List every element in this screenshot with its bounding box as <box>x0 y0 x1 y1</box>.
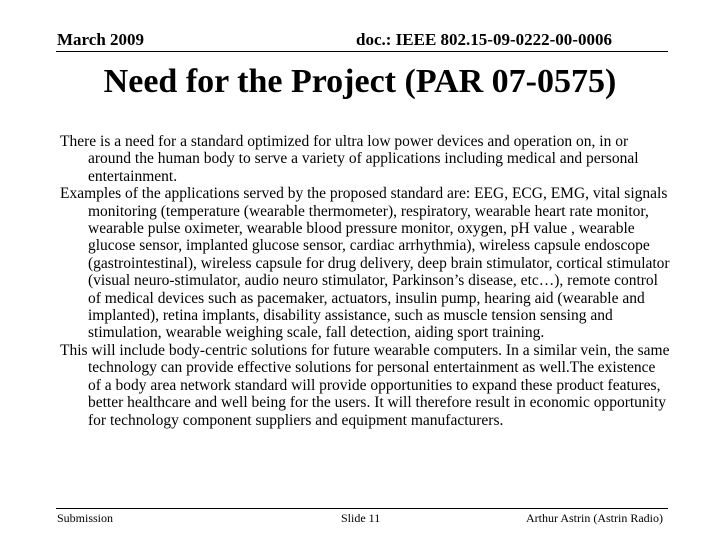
footer-author: Arthur Astrin (Astrin Radio) <box>526 511 663 525</box>
body-paragraph-solutions: This will include body-centric solutions for future wearable computers. In a similar vein, the same technology can provide effective solutions for personal entertainment as well.The existence of a body area network standard will provide opportunities to expand these product features, better healthcare and well being for the users. It will therefore result in economic opportunity for technology component suppliers and equipment manufacturers. <box>60 341 670 429</box>
footer-divider <box>56 508 668 509</box>
body-paragraph-need: There is a need for a standard optimized for ultra low power devices and operation on, in or around the human body to serve a variety of applications including medical and personal entertainment. <box>60 133 639 185</box>
header-divider <box>56 51 668 52</box>
header-doc-id: doc.: IEEE 802.15-09-0222-00-0006 <box>356 30 612 49</box>
footer-submission: Submission <box>57 511 114 525</box>
header-date: March 2009 <box>57 30 145 49</box>
body-paragraph-examples: Examples of the applications served by the proposed standard are: EEG, ECG, EMG, vital signals monitoring (temperature (wearable thermometer), respiratory, wearable heart rate monitor, wearable pulse oximeter, wearable blood pressure monitor, oxygen, pH value , wearable glucose sensor, implanted glucose sensor, cardiac arrhythmia), wireless capsule endoscope (gastrointestinal), wireless capsule for drug delivery, deep brain stimulator, cortical stimulator (visual neuro-stimulator, audio neuro stimulator, Parkinson’s disease, etc…), remote control of medical devices such as pacemaker, actuators, insulin pump, hearing aid (wearable and implanted), retina implants, disability assistance, such as muscle tension sensing and stimulation, wearable weighing scale, fall detection, aiding sport training. <box>60 185 670 342</box>
slide-title: Need for the Project (PAR 07-0575) <box>103 63 617 100</box>
slide-body <box>60 133 672 429</box>
footer-slide-number: Slide 11 <box>341 511 381 525</box>
